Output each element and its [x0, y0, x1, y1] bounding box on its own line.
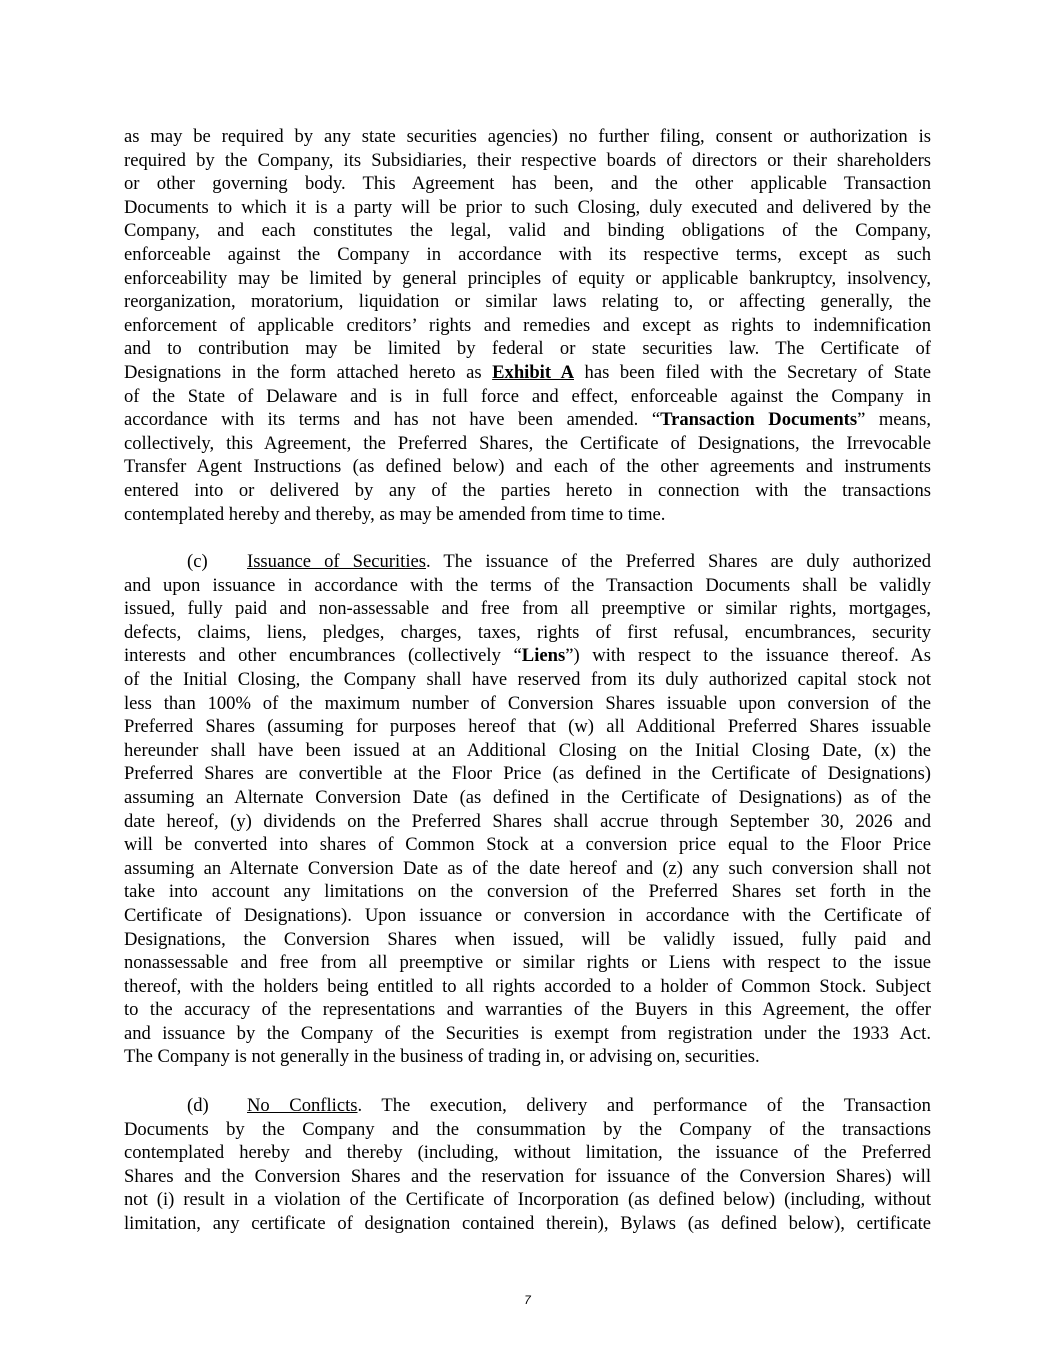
text-line: hereunder shall have been issued at an Additional Closing on the Initial Closing Date, (x) the — [124, 739, 931, 761]
text-line — [124, 408, 931, 432]
text-line: contemplated hereby and thereby, as may be amended from time to time. — [124, 503, 666, 525]
text-line: enforceable against the Company in accordance with its respective terms, except as such — [124, 243, 931, 265]
text-line: enforcement of applicable creditors’ rights and remedies and except as rights to indemnification — [124, 314, 931, 336]
text-line: Designations, the Conversion Shares when issued, will be validly issued, fully paid and — [124, 928, 931, 950]
section-heading: Issuance of Securities — [247, 551, 426, 572]
text-line: nonassessable and free from all preemptive or similar rights or Liens with respect to the issue — [124, 952, 931, 974]
text-line: required by the Company, its Subsidiaries, their respective boards of directors or their shareholders — [124, 149, 931, 171]
text-fragment: . The execution, delivery and performance of the Transaction — [357, 1095, 931, 1116]
text-line: issued, fully paid and non-assessable and free from all preemptive or similar rights, mortgages, — [124, 598, 931, 620]
text-line: or other governing body. This Agreement has been, and the other applicable Transaction — [124, 173, 931, 195]
text-line: defects, claims, liens, pledges, charges, taxes, rights of first refusal, encumbrances, security — [124, 621, 931, 643]
text-line: Documents to which it is a party will be prior to such Closing, duly executed and delivered by the — [124, 196, 931, 218]
section-c-issuance-of-securities — [124, 550, 931, 1069]
text-line: limitation, any certificate of designation contained therein), Bylaws (as defined below), certificate — [124, 1212, 931, 1234]
text-line: Shares and the Conversion Shares and the reservation for issuance of the Conversion Shares) will — [124, 1165, 931, 1187]
text-line: thereof, with the holders being entitled to all rights accorded to a holder of Common Stock. Subject — [124, 975, 931, 997]
text-line: not (i) result in a violation of the Certificate of Incorporation (as defined below) (including, without — [124, 1189, 931, 1211]
text-line: and upon issuance in accordance with the terms of the Transaction Documents shall be validly — [124, 574, 931, 596]
paragraph-continuation — [124, 125, 931, 526]
text-line — [124, 361, 931, 385]
section-d-no-conflicts — [124, 1094, 931, 1236]
text-fragment: ” means, — [857, 409, 931, 431]
text-line: date hereof, (y) dividends on the Preferred Shares shall accrue through September 30, 2026 and — [124, 810, 931, 832]
text-line: and issuance by the Company of the Securities is exempt from registration under the 1933 Act. — [124, 1022, 931, 1044]
section-d-first-line — [124, 1094, 931, 1118]
section-c-first-line — [124, 550, 931, 574]
text-line: The Company is not generally in the business of trading in, or advising on, securities. — [124, 1046, 760, 1068]
text-line: reorganization, moratorium, liquidation or similar laws relating to, or affecting generally, the — [124, 291, 931, 313]
text-line — [124, 644, 931, 668]
text-line: Certificate of Designations). Upon issuance or conversion in accordance with the Certificate of — [124, 904, 931, 926]
text-line: enforceability may be limited by general principles of equity or applicable bankruptcy, insolvency, — [124, 267, 931, 289]
text-line: Company, and each constitutes the legal, valid and binding obligations of the Company, — [124, 220, 931, 242]
text-line: and to contribution may be limited by federal or state securities law. The Certificate of — [124, 338, 931, 360]
text-line: contemplated hereby and thereby (including, without limitation, the issuance of the Preferred — [124, 1142, 931, 1164]
text-line: less than 100% of the maximum number of Conversion Shares issuable upon conversion of the — [124, 692, 931, 714]
text-fragment: ”) with respect to the issuance thereof. As — [565, 645, 932, 667]
text-fragment: has been filed with the Secretary of State — [574, 361, 931, 383]
text-fragment: . The issuance of the Preferred Shares are duly authorized — [425, 551, 932, 572]
defined-term: Transaction Documents — [660, 409, 858, 431]
text-line: Documents by the Company and the consummation by the Company of the transactions — [124, 1118, 931, 1140]
text-line: assuming an Alternate Conversion Date as of the date hereof and (z) any such conversion shall not — [124, 857, 931, 879]
text-line: collectively, this Agreement, the Preferred Shares, the Certificate of Designations, the Irrevocable — [124, 432, 931, 454]
text-line: entered into or delivered by any of the parties hereto in connection with the transactions — [124, 479, 931, 501]
text-line: Transfer Agent Instructions (as defined below) and each of the other agreements and instruments — [124, 456, 931, 478]
defined-term: Liens — [521, 645, 566, 667]
text-line: will be converted into shares of Common Stock at a conversion price equal to the Floor Price — [124, 834, 931, 856]
text-line: of the State of Delaware and is in full force and effect, enforceable against the Company in — [124, 385, 931, 407]
page-number: 7 — [524, 1293, 531, 1307]
text-line: to the accuracy of the representations and warranties of the Buyers in this Agreement, the offer — [124, 999, 931, 1021]
section-marker: (c) — [187, 551, 208, 572]
text-fragment: accordance with its terms and has not have been amended. “ — [124, 409, 661, 431]
text-line: Preferred Shares (assuming for purposes hereof that (w) all Additional Preferred Shares issuable — [124, 716, 931, 738]
text-fragment: interests and other encumbrances (collectively “ — [124, 645, 522, 667]
text-line: of the Initial Closing, the Company shall have reserved from its duly authorized capital stock not — [124, 668, 931, 690]
text-fragment: Designations in the form attached hereto as — [124, 361, 493, 383]
text-line: as may be required by any state securities agencies) no further filing, consent or authorization is — [124, 126, 931, 147]
text-line: Preferred Shares are convertible at the Floor Price (as defined in the Certificate of Designations) — [124, 763, 931, 785]
exhibit-a-reference: Exhibit A — [492, 361, 574, 383]
text-line: take into account any limitations on the conversion of the Preferred Shares set forth in the — [124, 881, 931, 903]
section-heading: No Conflicts — [247, 1095, 358, 1116]
section-marker: (d) — [187, 1095, 209, 1116]
text-line: assuming an Alternate Conversion Date (as defined in the Certificate of Designations) as of the — [124, 786, 931, 808]
